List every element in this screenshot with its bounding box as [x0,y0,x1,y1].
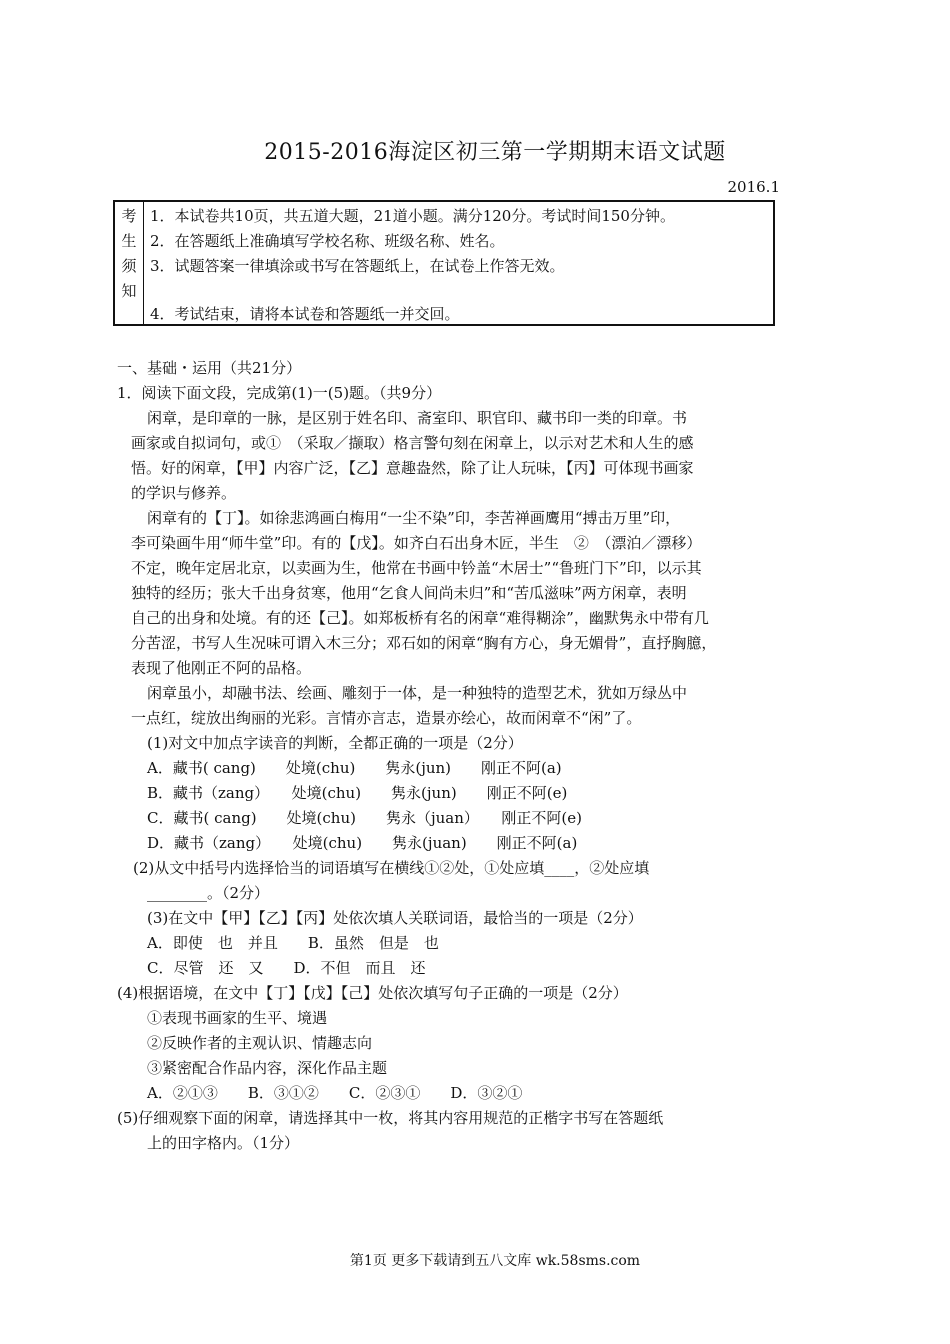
page-title: 2015-2016海淀区初三第一学期期末语文试题 [264,140,726,165]
notice-item: 1．本试卷共10页，共五道大题，21道小题。满分120分。考试时间150分钟。 [150,207,675,225]
subquestion-5-stem: (5)仔细观察下面的闲章，请选择其中一枚，将其内容用规范的正楷字书写在答题纸 [117,1109,664,1127]
section-heading: 一、基础・运用（共21分） [117,359,302,377]
passage-line: 画家或自拟词句，或① （采取／撷取）格言警句刻在闲章上，以示对艺术和人生的感 [131,434,694,452]
notice-head-char: 知 [121,282,137,300]
subquestion-1-stem: (1)对文中加点字读音的判断，全都正确的一项是（2分） [147,734,523,752]
sentence-choice: ②反映作者的主观认识、情趣志向 [147,1034,373,1052]
passage-line: 的学识与修养。 [131,484,237,502]
passage-line: 闲章有的【丁】。如徐悲鸿画白梅用“一尘不染”印，李苦禅画鹰用“搏击万里”印， [147,509,681,527]
passage-line: 分苦涩，书写人生况味可谓入木三分；邓石如的闲章“胸有方心，身无媚骨”，直抒胸臆， [131,634,717,652]
subquestion-2-stem: (2)从文中括号内选择恰当的词语填写在横线①②处，①处应填____，②处应填 [133,859,650,877]
notice-item: 2．在答题纸上准确填写学校名称、班级名称、姓名。 [150,232,505,250]
question-1-stem: 1．阅读下面文段，完成第(1)一(5)题。（共9分） [117,384,442,402]
answer-option: C．尽管 还 又 D．不但 而且 还 [147,959,426,977]
answer-option: A．即使 也 并且 B．虽然 但是 也 [147,934,439,952]
sentence-choice: ①表现书画家的生平、境遇 [147,1009,328,1027]
subquestion-4-stem: (4)根据语境，在文中【丁】【戊】【己】处依次填写句子正确的一项是（2分） [117,984,628,1002]
notice-head-char: 考 [121,207,137,225]
answer-option: C．藏书( cang) 处境(chu) 隽永（juan） 刚正不阿(e) [147,809,582,827]
notice-head-char: 生 [121,232,137,250]
subquestion-2-blank: ________。（2分） [147,884,270,902]
subquestion-5-cont: 上的田字格内。（1分） [147,1134,300,1152]
answer-option: D．藏书（zang） 处境(chu) 隽永(juan) 刚正不阿(a) [147,834,578,852]
passage-line: 闲章虽小，却融书法、绘画、雕刻于一体，是一种独特的造型艺术，犹如万绿丛中 [147,684,688,702]
passage-line: 独特的经历；张大千出身贫寒，他用“乞食人间尚未归”和“苦瓜滋味”两方闲章，表明 [131,584,687,602]
passage-line: 不定，晚年定居北京，以卖画为生，他常在书画中钤盖“木居士”“鲁班门下”印，以示其 [131,559,702,577]
notice-items [144,202,773,324]
subquestion-3-stem: (3)在文中【甲】【乙】【丙】处依次填人关联词语，最恰当的一项是（2分） [147,909,643,927]
passage-line: 李可染画牛用“师牛堂”印。有的【戊】。如齐白石出身木匠，半生 ② （漂泊／漂移） [131,534,702,552]
notice-item: 3．试题答案一律填涂或书写在答题纸上，在试卷上作答无效。 [150,257,565,275]
notice-header [115,202,144,324]
sentence-choice: ③紧密配合作品内容，深化作品主题 [147,1059,388,1077]
answer-option: B．藏书（zang） 处境(chu) 隽永(jun) 刚正不阿(e) [147,784,568,802]
passage-line: 表现了他刚正不阿的品格。 [131,659,312,677]
page-footer: 第1页 更多下载请到五八文库 wk.58sms.com [349,1253,641,1269]
answer-option: A．②①③ B．③①② C．②③① D．③②① [147,1084,523,1102]
passage-line: 一点红，绽放出绚丽的光彩。言情亦言志，造景亦绘心，故而闲章不“闲”了。 [131,709,642,727]
exam-date: 2016.1 [727,178,780,196]
exam-notice-box [113,200,775,326]
notice-head-char: 须 [121,257,137,275]
passage-line: 悟。好的闲章，【甲】内容广泛，【乙】意趣盎然，除了让人玩味，【丙】可体现书画家 [131,459,694,477]
passage-line: 闲章，是印章的一脉，是区别于姓名印、斋室印、职官印、藏书印一类的印章。书 [147,409,688,427]
notice-item: 4．考试结束，请将本试卷和答题纸一并交回。 [150,305,460,323]
passage-line: 自己的出身和处境。有的还【己】。如郑板桥有名的闲章“难得糊涂”，幽默隽永中带有几 [131,609,709,627]
answer-option: A．藏书( cang) 处境(chu) 隽永(jun) 刚正不阿(a) [147,759,562,777]
